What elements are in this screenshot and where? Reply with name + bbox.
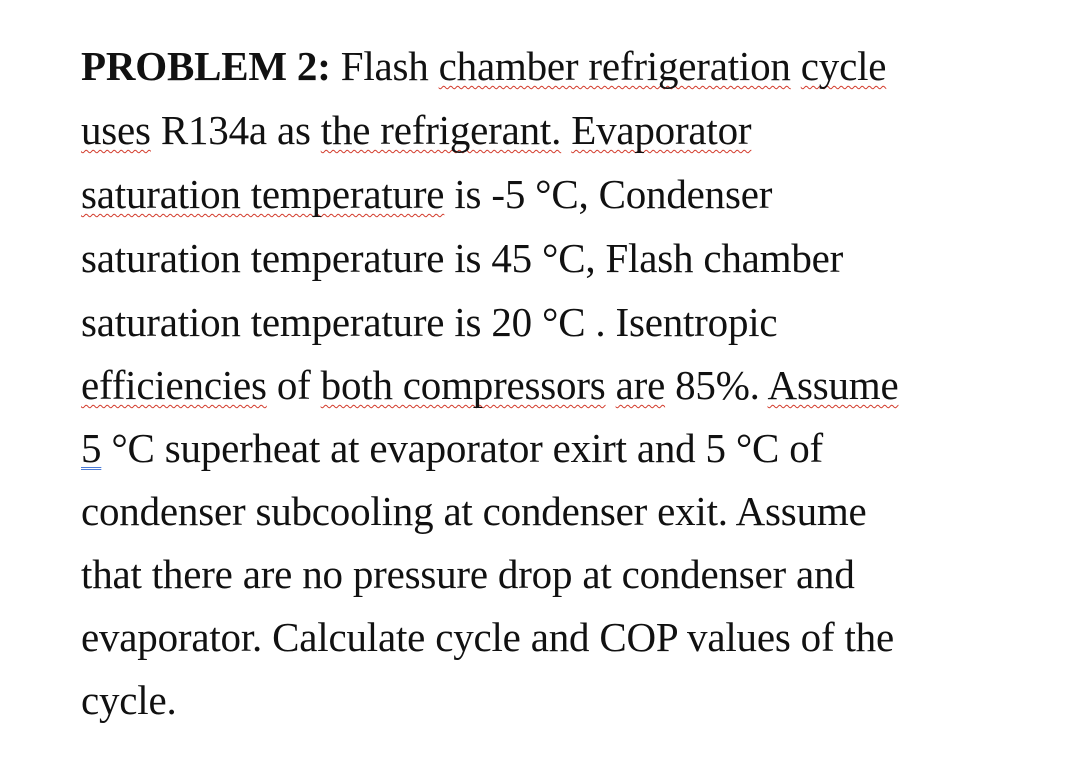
text-line-3 <box>81 170 772 218</box>
text-segment: is -5 °C, Condenser <box>444 171 773 217</box>
text-line-10 <box>81 613 894 661</box>
text-line-6 <box>81 361 898 409</box>
line-1-text <box>331 43 887 89</box>
text-segment: °C superheat at evaporator exirt and 5 °C of <box>101 425 824 471</box>
text-segment: evaporator. Calculate cycle and COP values of the <box>81 614 894 660</box>
spell-marked-text: chamber refrigeration <box>438 43 791 89</box>
spell-marked-text: efficiencies <box>81 362 267 408</box>
text-line-8 <box>81 487 867 535</box>
text-segment <box>791 43 801 89</box>
text-segment <box>561 107 571 153</box>
text-segment: Flash <box>330 43 439 89</box>
text-line-2 <box>81 106 751 154</box>
text-segment: that there are no pressure drop at condenser and <box>81 551 855 597</box>
text-segment: saturation temperature is 20 °C . Isentropic <box>81 299 778 345</box>
text-segment: of <box>266 362 321 408</box>
spell-marked-text: the refrigerant. <box>320 107 562 153</box>
text-line-1 <box>81 42 886 90</box>
spell-marked-text: are <box>615 362 666 408</box>
problem-heading: PROBLEM 2: <box>81 43 331 89</box>
text-segment <box>606 362 616 408</box>
spell-marked-text: Evaporator <box>571 107 752 153</box>
text-segment: 85%. <box>665 362 768 408</box>
text-line-5 <box>81 298 777 346</box>
text-segment: saturation temperature is 45 °C, Flash chamber <box>81 235 844 281</box>
text-line-9 <box>81 550 855 598</box>
text-segment: condenser subcooling at condenser exit. Assume <box>81 488 867 534</box>
text-line-11 <box>81 676 177 724</box>
spell-marked-text: saturation temperature <box>81 171 445 217</box>
text-segment: cycle. <box>81 677 177 723</box>
text-line-7 <box>81 424 823 472</box>
spell-marked-text: both compressors <box>320 362 606 408</box>
spell-marked-text: Assume <box>767 362 899 408</box>
grammar-marked-text: 5 <box>81 425 102 471</box>
text-segment: R134a as <box>150 107 321 153</box>
spell-marked-text: cycle <box>800 43 887 89</box>
spell-marked-text: uses <box>81 107 151 153</box>
text-line-4 <box>81 234 843 282</box>
